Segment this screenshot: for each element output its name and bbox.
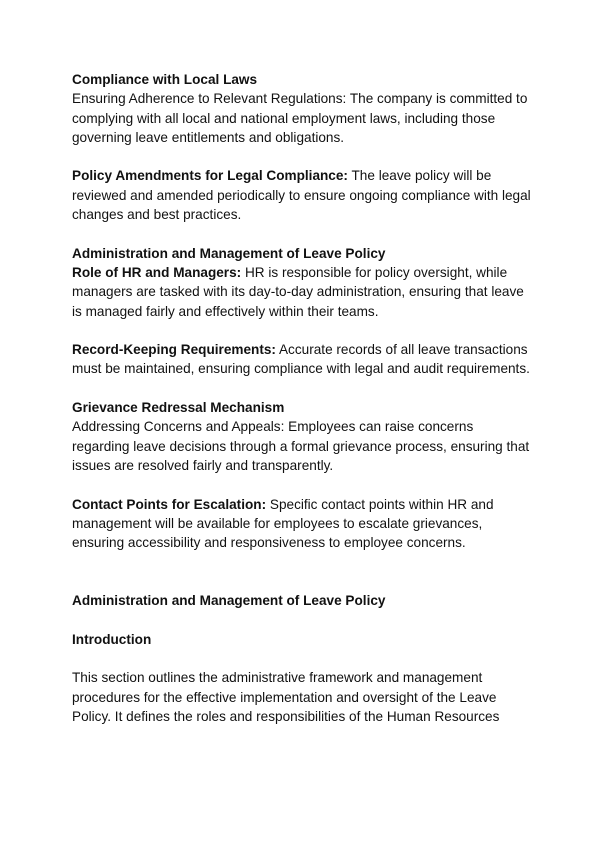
compliance-heading: Compliance with Local Laws [72,72,258,87]
administration-heading: Administration and Management of Leave Policy [72,245,386,261]
policy-amendments-text: The leave policy will be reviewed and amended periodically to ensure ongoing compliance with legal changes and best practices. [72,168,531,223]
record-keeping-paragraph [72,340,532,379]
introduction-paragraph: This section outlines the administrative framework and management procedures for the effective implementation and oversight of the Leave Policy. It defines the roles and responsibilities of the Human Resources [72,670,500,724]
role-text: HR is responsible for policy oversight, while managers are tasked with its day-to-day administration, ensuring that leave is managed fairly and effectively within their teams. [72,264,524,319]
record-keeping-label: Record-Keeping Requirements: [72,342,276,358]
document-page [72,70,532,726]
admin-intro-heading: Administration and Management of Leave Policy [72,593,386,609]
contact-points-text: Specific contact points within HR and management will be available for employees to escalate grievances, ensuring accessibility and responsiveness to employee concerns. [72,496,494,551]
introduction-subheading: Introduction [72,631,152,647]
policy-amendments-paragraph [72,166,532,224]
policy-amendments-label: Policy Amendments for Legal Compliance: [72,168,348,184]
grievance-concerns-paragraph: Addressing Concerns and Appeals: Employees can raise concerns regarding leave decisions through a formal grievance process, ensuring that issues are resolved fairly and transparently. [72,419,530,473]
compliance-adherence-paragraph: Ensuring Adherence to Relevant Regulations: The company is committed to complying with all local and national employment laws, including those governing leave entitlements and obligations. [72,91,528,145]
contact-points-label: Contact Points for Escalation: [72,496,267,512]
record-keeping-text: Accurate records of all leave transactions must be maintained, ensuring compliance with legal and audit requirements. [72,342,530,377]
role-paragraph [72,263,532,321]
role-label: Role of HR and Managers: [72,264,242,280]
contact-points-paragraph [72,495,532,553]
grievance-heading: Grievance Redressal Mechanism [72,400,285,416]
